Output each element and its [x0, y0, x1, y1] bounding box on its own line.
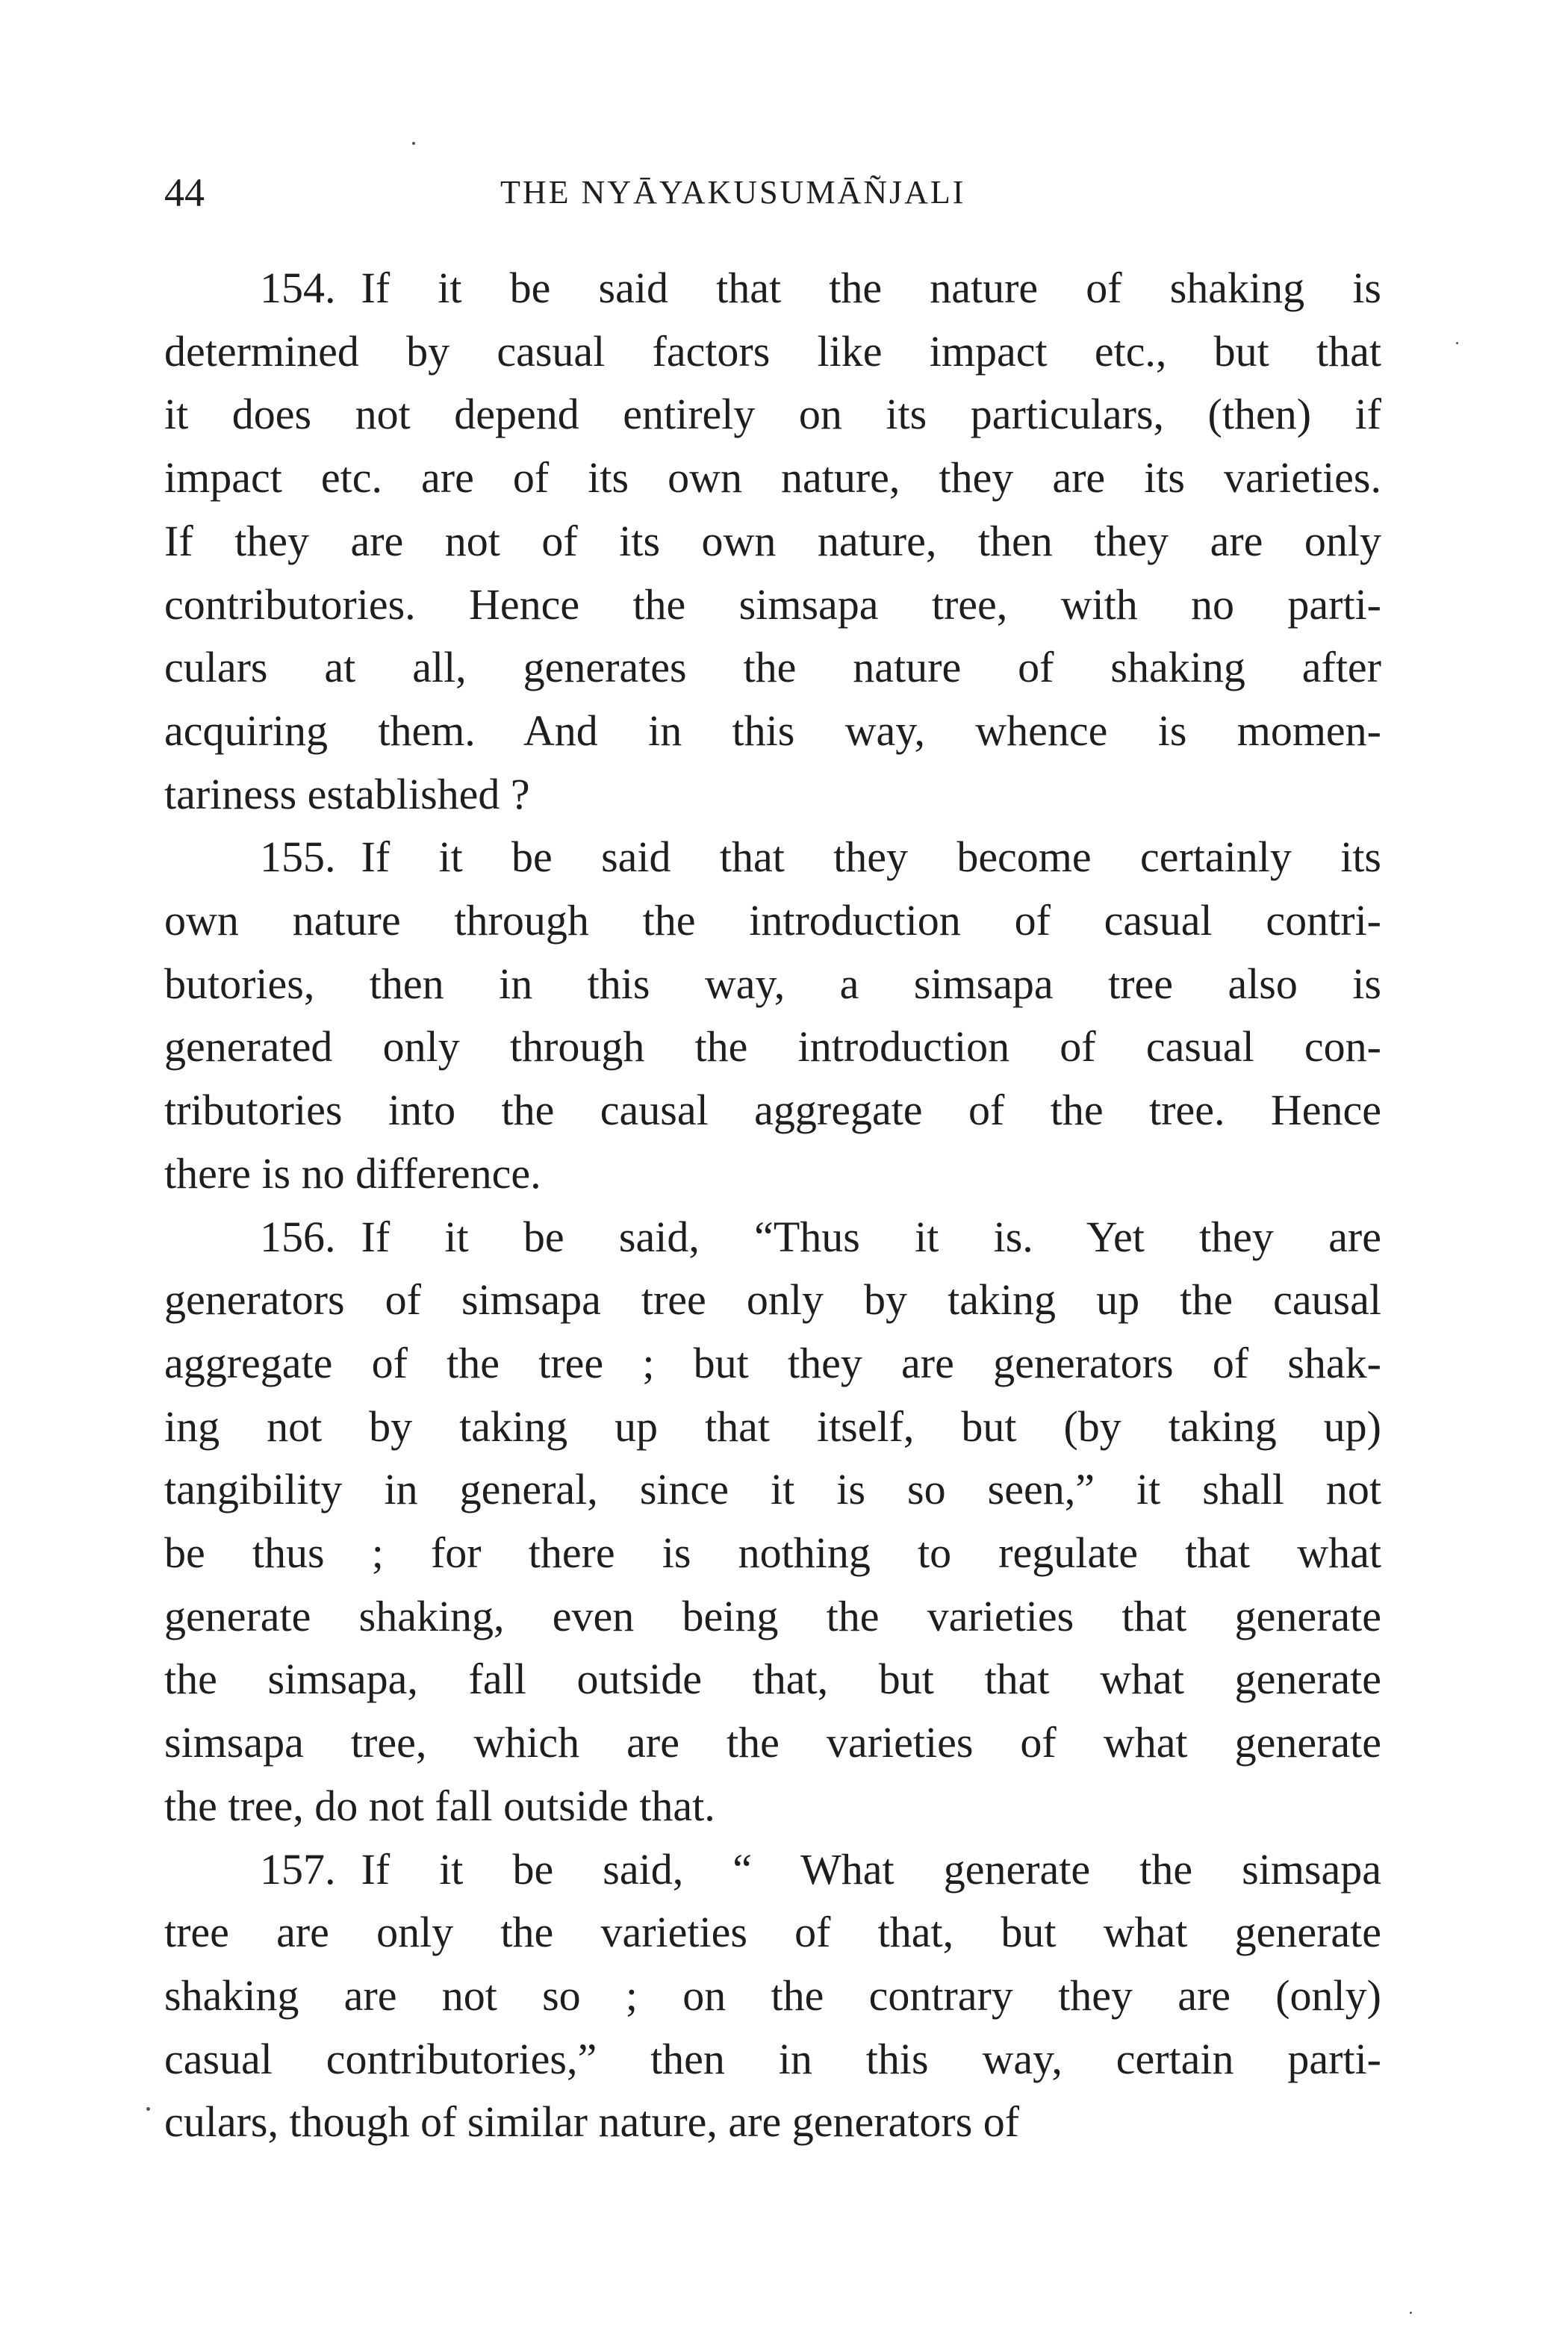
page-number: 44 [164, 170, 205, 215]
running-title: THE NYĀYAKUSUMĀÑJALI [500, 174, 966, 211]
paper-speck [412, 142, 415, 145]
text-line: aggregate of the tree ; but they are generators of shak- [164, 1338, 1381, 1387]
text-line: shaking are not so ; on the contrary they are (only) [164, 1970, 1381, 2020]
paper-speck [146, 2107, 150, 2111]
paragraph-number: 154. [260, 264, 336, 312]
paragraph-number: 155. [260, 833, 336, 882]
text-line: it does not depend entirely on its particulars, (then) if [164, 390, 1381, 439]
text-line: the simsapa, fall outside that, but that what generate [164, 1655, 1381, 1704]
text-line: If it be said, “ What generate the simsapa [361, 1844, 1381, 1894]
paragraph-155 [164, 826, 1381, 1205]
text-line: culars, though of similar nature, are generators of [164, 2097, 1020, 2147]
text-line: If it be said that they become certainly its [361, 833, 1381, 882]
paragraph-156 [164, 1206, 1381, 1838]
text-line: tariness established ? [164, 769, 530, 818]
paragraph-number: 157. [260, 1844, 336, 1894]
text-line: determined by casual factors like impact etc., but that [164, 326, 1381, 376]
text-line: tree are only the varieties of that, but what generate [164, 1908, 1381, 1957]
paragraph-157 [164, 1838, 1381, 2155]
text-line: ing not by taking up that itself, but (by taking up) [164, 1401, 1381, 1451]
text-line: generated only through the introduction of casual con- [164, 1022, 1381, 1071]
body-text [164, 257, 1381, 2154]
paragraph-number: 156. [260, 1212, 336, 1261]
text-line: contributories. Hence the simsapa tree, with no parti- [164, 579, 1381, 629]
paragraph-154 [164, 257, 1381, 826]
text-line: generate shaking, even being the varieties that generate [164, 1591, 1381, 1640]
text-line: the tree, do not fall outside that. [164, 1781, 715, 1830]
text-line: If it be said that the nature of shaking is [361, 264, 1381, 312]
text-line: If it be said, “Thus it is. Yet they are [361, 1212, 1381, 1261]
text-line: tangibility in general, since it is so seen,” it shall not [164, 1465, 1381, 1514]
text-line: generators of simsapa tree only by taking up the causal [164, 1275, 1381, 1325]
paper-speck [1456, 342, 1458, 344]
text-line: impact etc. are of its own nature, they are its varieties. [164, 453, 1381, 503]
text-line: be thus ; for there is nothing to regulate that what [164, 1528, 1381, 1578]
text-line: casual contributories,” then in this way, certain parti- [164, 2034, 1381, 2083]
text-line: butories, then in this way, a simsapa tree also is [164, 959, 1381, 1008]
text-line: simsapa tree, which are the varieties of what generate [164, 1718, 1381, 1767]
text-line: culars at all, generates the nature of shaking after [164, 643, 1381, 692]
text-line: there is no difference. [164, 1148, 541, 1198]
text-line: tributories into the causal aggregate of the tree. Hence [164, 1086, 1381, 1135]
text-line: acquiring them. And in this way, whence is momen- [164, 706, 1381, 755]
text-line: own nature through the introduction of casual contri- [164, 896, 1381, 945]
running-head [164, 170, 1381, 215]
text-line: If they are not of its own nature, then they are only [164, 516, 1381, 565]
paper-speck [1410, 2312, 1412, 2314]
